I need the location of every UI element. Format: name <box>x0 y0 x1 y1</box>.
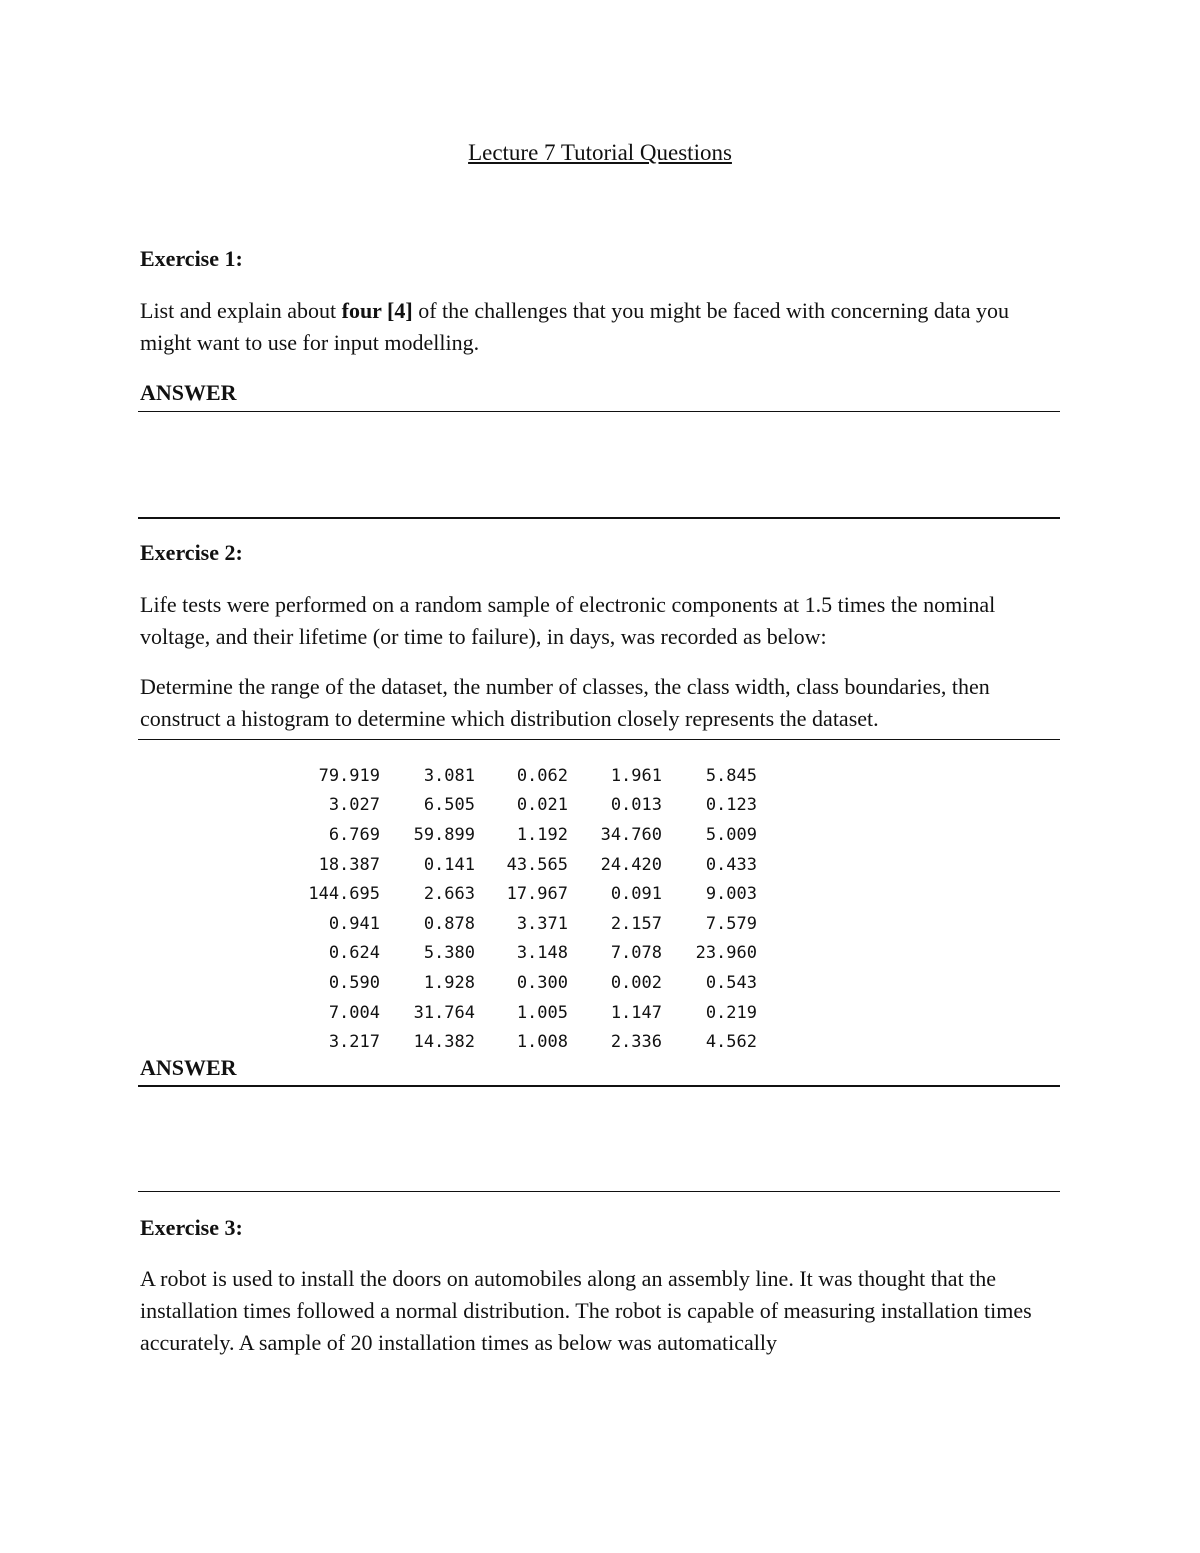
table-cell: 1.192 <box>516 824 568 845</box>
table-row <box>300 909 757 939</box>
exercise-2-intro: Life tests were performed on a random sample of electronic components at 1.5 times the nominal voltage, and their lifetime (or time to failure), in days, was recorded as below: <box>140 592 996 649</box>
exercise-3-intro: A robot is used to install the doors on automobiles along an assembly line. It was thought that the installation times followed a normal distribution. The robot is capable of measuring installation times accurately. A sample of 20 installation times as below was automatically <box>140 1266 1032 1355</box>
exercise-1-answer-label: ANSWER <box>140 380 237 405</box>
table-cell: 0.941 <box>328 913 380 934</box>
table-cell: 79.919 <box>318 765 380 786</box>
table-top-rule <box>138 739 1060 740</box>
exercise-2-answer-label: ANSWER <box>140 1055 237 1080</box>
table-cell: 31.764 <box>413 1002 475 1023</box>
table-row <box>300 968 757 998</box>
table-cell: 0.433 <box>705 854 757 875</box>
answer-line-top <box>138 1085 1060 1087</box>
exercise-1-prompt <box>140 295 1060 359</box>
exercise-3-heading: Exercise 3: <box>140 1215 243 1240</box>
table-cell: 0.021 <box>516 795 568 816</box>
lifetime-data-table <box>300 761 757 1057</box>
answer-line-bottom <box>138 517 1060 519</box>
page-title: Lecture 7 Tutorial Questions <box>468 140 732 165</box>
answer-line-bottom <box>138 1191 1060 1192</box>
table-cell: 2.157 <box>610 913 662 934</box>
table-cell: 59.899 <box>413 824 475 845</box>
table-cell: 7.078 <box>610 943 662 964</box>
table-cell: 1.147 <box>610 1002 662 1023</box>
table-row <box>300 761 757 791</box>
table-cell: 2.336 <box>610 1032 662 1053</box>
table-cell: 5.845 <box>705 765 757 786</box>
table-cell: 144.695 <box>308 884 380 905</box>
table-cell: 9.003 <box>705 884 757 905</box>
table-cell: 0.219 <box>705 1002 757 1023</box>
table-row <box>300 850 757 880</box>
table-cell: 3.027 <box>328 795 380 816</box>
table-cell: 34.760 <box>600 824 662 845</box>
exercise-1-emphasis: four [4] <box>341 298 413 323</box>
table-row <box>300 1027 757 1057</box>
table-cell: 3.217 <box>328 1032 380 1053</box>
table-row <box>300 998 757 1028</box>
table-cell: 0.013 <box>610 795 662 816</box>
table-cell: 1.008 <box>516 1032 568 1053</box>
table-cell: 3.371 <box>516 913 568 934</box>
table-cell: 0.878 <box>423 913 475 934</box>
table-cell: 1.961 <box>610 765 662 786</box>
table-cell: 0.543 <box>705 972 757 993</box>
answer-line-top <box>138 411 1060 412</box>
table-cell: 7.004 <box>328 1002 380 1023</box>
table-cell: 2.663 <box>423 884 475 905</box>
table-cell: 3.148 <box>516 943 568 964</box>
table-cell: 43.565 <box>506 854 568 875</box>
exercise-1-text-before: List and explain about <box>140 298 342 323</box>
table-cell: 5.380 <box>423 943 475 964</box>
table-cell: 1.005 <box>516 1002 568 1023</box>
table-cell: 0.300 <box>516 972 568 993</box>
table-cell: 0.123 <box>705 795 757 816</box>
table-cell: 5.009 <box>705 824 757 845</box>
exercise-2-instructions: Determine the range of the dataset, the number of classes, the class width, class boundaries, then construct a histogram to determine which distribution closely represents the dataset. <box>140 674 990 731</box>
table-row <box>300 791 757 821</box>
table-cell: 6.769 <box>328 824 380 845</box>
table-cell: 4.562 <box>705 1032 757 1053</box>
table-cell: 14.382 <box>413 1032 475 1053</box>
table-cell: 0.624 <box>328 943 380 964</box>
table-cell: 18.387 <box>318 854 380 875</box>
table-cell: 7.579 <box>705 913 757 934</box>
table-cell: 24.420 <box>600 854 662 875</box>
table-cell: 0.590 <box>328 972 380 993</box>
table-cell: 23.960 <box>695 943 757 964</box>
exercise-2-heading: Exercise 2: <box>140 540 243 565</box>
table-cell: 6.505 <box>423 795 475 816</box>
table-cell: 0.002 <box>610 972 662 993</box>
table-cell: 0.062 <box>516 765 568 786</box>
exercise-1-heading: Exercise 1: <box>140 246 243 271</box>
table-cell: 3.081 <box>423 765 475 786</box>
table-cell: 17.967 <box>506 884 568 905</box>
table-row <box>300 939 757 969</box>
table-cell: 0.091 <box>610 884 662 905</box>
table-cell: 0.141 <box>423 854 475 875</box>
table-row <box>300 820 757 850</box>
exercise-1-text-after: of the challenges that you might be faced with concerning data you might want to use for input modelling. <box>140 298 1009 355</box>
table-cell: 1.928 <box>423 972 475 993</box>
table-row <box>300 879 757 909</box>
